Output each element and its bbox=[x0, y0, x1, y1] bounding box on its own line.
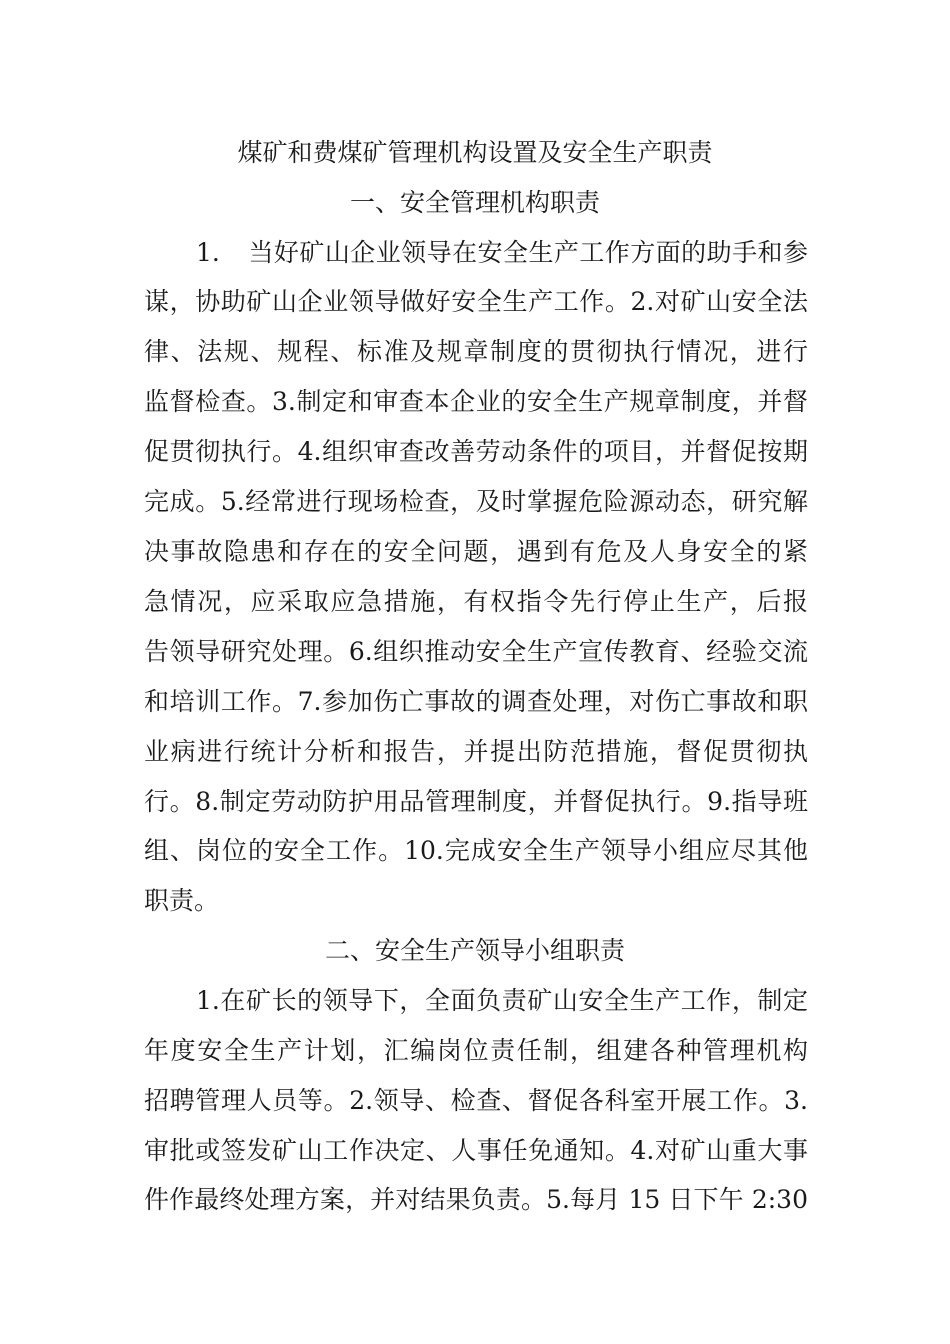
list-number: 1. bbox=[196, 238, 220, 267]
section-1-line: 决事故隐患和存在的安全问题，遇到有危及人身安全的紧 bbox=[144, 537, 808, 566]
section-2-line: 招聘管理人员等。2.领导、检查、督促各科室开展工作。3. bbox=[144, 1086, 808, 1115]
section-1-line: 职责。 bbox=[144, 886, 220, 915]
section-1-line: 完成。5.经常进行现场检查，及时掌握危险源动态，研究解 bbox=[144, 487, 808, 516]
section-1-line: 组、岗位的安全工作。10.完成安全生产领导小组应尽其他 bbox=[144, 836, 808, 865]
section-1-line: 业病进行统计分析和报告，并提出防范措施，督促贯彻执 bbox=[144, 737, 808, 766]
section-1-line: 急情况，应采取应急措施，有权指令先行停止生产，后报 bbox=[144, 587, 808, 616]
section-1-line bbox=[196, 234, 808, 272]
section-1-line: 律、法规、规程、标准及规章制度的贯彻执行情况，进行 bbox=[144, 337, 808, 366]
section-1-line: 告领导研究处理。6.组织推动安全生产宣传教育、经验交流 bbox=[144, 637, 808, 666]
section-2-line: 1.在矿长的领导下，全面负责矿山安全生产工作，制定 bbox=[196, 986, 808, 1015]
section-1-line: 谋，协助矿山企业领导做好安全生产工作。2.对矿山安全法 bbox=[144, 287, 808, 316]
section-2-line: 年度安全生产计划，汇编岗位责任制，组建各种管理机构 bbox=[144, 1036, 808, 1065]
section-2-heading: 二、安全生产领导小组职责 bbox=[324, 936, 625, 965]
section-1-line: 行。8.制定劳动防护用品管理制度，并督促执行。9.指导班 bbox=[144, 787, 808, 816]
section-1-heading: 一、安全管理机构职责 bbox=[349, 188, 600, 217]
section-1-line: 和培训工作。7.参加伤亡事故的调查处理，对伤亡事故和职 bbox=[144, 687, 808, 716]
document-title: 煤矿和费煤矿管理机构设置及安全生产职责 bbox=[237, 138, 713, 167]
paragraph-text: 当好矿山企业领导在安全生产工作方面的助手和参 bbox=[248, 238, 808, 267]
section-1-line: 监督检查。3.制定和审查本企业的安全生产规章制度，并督 bbox=[144, 387, 808, 416]
section-2-line: 件作最终处理方案，并对结果负责。5.每月 15 日下午 2:30 bbox=[144, 1185, 808, 1214]
section-1-line: 促贯彻执行。4.组织审查改善劳动条件的项目，并督促按期 bbox=[144, 437, 808, 466]
section-2-line: 审批或签发矿山工作决定、人事任免通知。4.对矿山重大事 bbox=[144, 1136, 808, 1165]
